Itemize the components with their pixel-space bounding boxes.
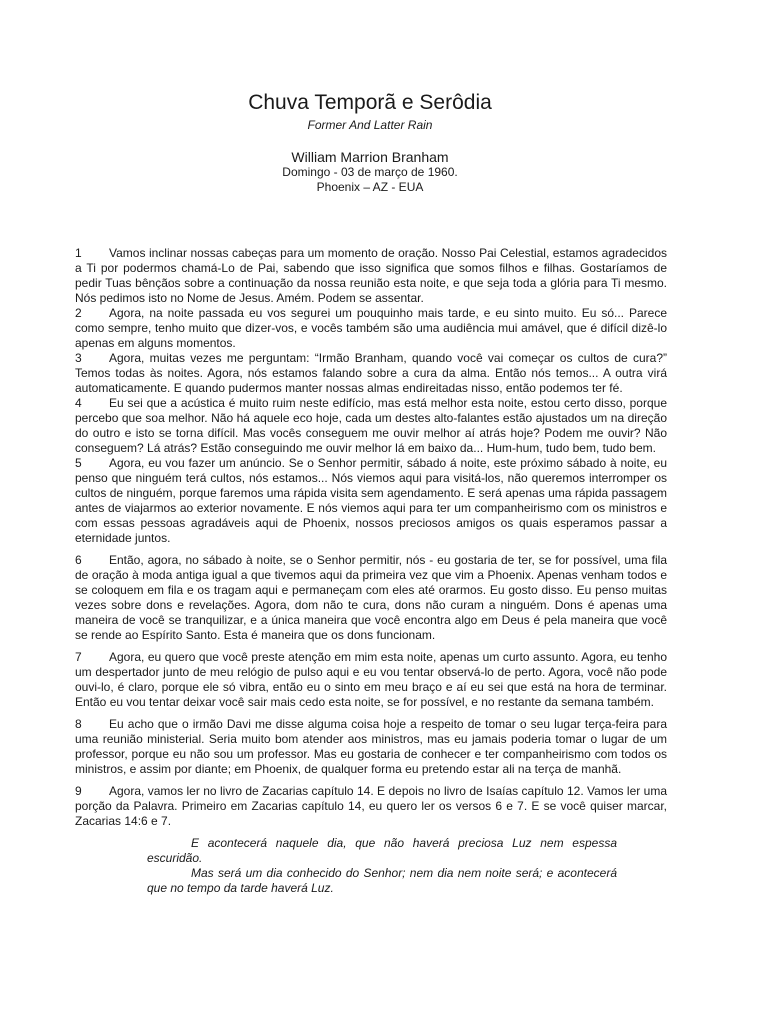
paragraph-number: 3: [75, 351, 82, 365]
paragraph-text: Eu acho que o irmão Davi me disse alguma coisa hoje a respeito de tomar o seu lugar terça-feira para uma reunião ministerial. Seria muito bom atender aos ministros, mas eu jamais poderia tomar o lugar de um professor, porque eu não sou um professor. Mas eu gostaria de conhecer e ter companheirismo com todos os ministros, e assim por diante; em Phoenix, de qualquer forma eu pretendo estar ali na terça de manhã.: [75, 717, 667, 776]
paragraph-number: 5: [75, 456, 82, 470]
sermon-subtitle: Former And Latter Rain: [307, 118, 433, 132]
paragraph-text: Agora, muitas vezes me perguntam: “Irmão Branham, quando você vai começar os cultos de cura?” Temos todas às noites. Agora, nós estamos falando sobre a cura da alma. Então nós temos... A outra virá automaticamente. E quando pudermos manter nossas almas endireitadas nisso, então podemos ter fé.: [75, 351, 667, 395]
paragraph-number: 4: [75, 396, 82, 410]
paragraph-number: 2: [75, 306, 82, 320]
paragraph-1: [75, 246, 667, 306]
paragraph-number: 7: [75, 650, 82, 664]
paragraph-5: [75, 456, 667, 546]
paragraph-text: Agora, eu vou fazer um anúncio. Se o Senhor permitir, sábado á noite, este próximo sábado à noite, eu penso que ninguém terá cultos, nós estamos... Nós viemos aqui para visitá-los, não queremos interromper os cultos de ninguém, porque faremos uma rápida visita sem agendamento. E será apenas uma rápida passagem antes de viajarmos ao exterior novamente. E nós viemos aqui para ter um companheirismo com os ministros e com essas pessoas agradáveis aqui de Phoenix, nossos preciosos amigos os quais esperamos passar a eternidade juntos.: [75, 456, 667, 545]
paragraph-number: 6: [75, 553, 82, 567]
sermon-place: Phoenix – AZ - EUA: [316, 180, 424, 194]
scripture-quote: [147, 836, 617, 896]
quote-verse: E acontecerá naquele dia, que não haverá preciosa Luz nem espessa escuridão.: [147, 836, 617, 865]
paragraph-text: Então, agora, no sábado à noite, se o Senhor permitir, nós - eu gostaria de ter, se for possível, uma fila de oração à moda antiga igual a que tivemos aqui da primeira vez que vim a Phoenix. Apenas venham todos e se coloquem em fila e os tragam aqui e permaneçam com eles até orarmos. Eu gosto disso. Eu penso muitas vezes sobre dons e revelações. Agora, dom não te cura, dons não curam a ninguém. Dons é apenas uma maneira de você se tranquilizar, e a única maneira que você encontra algo em Deus é pela maneira que você se rende ao Espírito Santo. Esta é maneira que os dons funcionam.: [75, 553, 667, 642]
paragraph-text: Vamos inclinar nossas cabeças para um momento de oração. Nosso Pai Celestial, estamos agradecidos a Ti por podermos chamá-Lo de Pai, sabendo que isso significa que somos filhos e filhas. Gostaríamos de pedir Tuas bênçãos sobre a continuação da nossa reunião esta noite, e que seja toda a glória para Ti mesmo. Nós pedimos isto no Nome de Jesus. Amém. Podem se assentar.: [75, 246, 667, 305]
paragraph-text: Agora, vamos ler no livro de Zacarias capítulo 14. E depois no livro de Isaías capítulo 12. Vamos ler uma porção da Palavra. Primeiro em Zacarias capítulo 14, eu quero ler os versos 6 e 7. E se você quiser marcar, Zacarias 14:6 e 7.: [75, 784, 667, 828]
paragraph-9: [75, 784, 667, 829]
paragraph-text: Agora, na noite passada eu vos segurei um pouquinho mais tarde, e eu sinto muito. Eu só... Parece como sempre, tenho muito que dizer-vos, e vocês também são uma audiência mui amável, que é difícil dizê-lo apenas em alguns momentos.: [75, 306, 667, 350]
paragraph-number: 9: [75, 784, 82, 798]
paragraph-8: [75, 717, 667, 777]
quote-verse: Mas será um dia conhecido do Senhor; nem dia nem noite será; e acontecerá que no tempo da tarde haverá Luz.: [147, 866, 617, 895]
paragraph-text: Eu sei que a acústica é muito ruim neste edifício, mas está melhor esta noite, estou certo disso, porque percebo que soa melhor. Não há aquele eco hoje, cada um destes alto-falantes estão ajustados um na direção do outro e isto se torna difícil. Mas vocês conseguem me ouvir melhor aí atrás hoje? Podem me ouvir? Não conseguem? Lá atrás? Estão conseguindo me ouvir melhor lá em baixo da... Hum-hum, tudo bem, tudo bem.: [75, 396, 667, 455]
paragraph-2: [75, 306, 667, 351]
paragraph-number: 8: [75, 717, 82, 731]
paragraph-3: [75, 351, 667, 396]
paragraph-number: 1: [75, 246, 82, 260]
author-name: William Marrion Branham: [291, 149, 449, 165]
sermon-date: Domingo - 03 de março de 1960.: [282, 165, 458, 179]
paragraph-text: Agora, eu quero que você preste atenção em mim esta noite, apenas um curto assunto. Agora, eu tenho um despertador junto de meu relógio de pulso aqui e eu vou tentar observá-lo de perto. Agora, você não pode ouvi-lo, é claro, porque ele só vibra, então eu o sinto em meu braço e aí eu sei que está na hora de terminar. Então eu vou tentar deixar você sair mais cedo esta noite, se for possível, e no restante da semana também.: [75, 650, 667, 709]
sermon-title: Chuva Temporã e Serôdia: [248, 91, 492, 114]
sermon-body: [75, 246, 667, 896]
paragraph-7: [75, 650, 667, 710]
paragraph-6: [75, 553, 667, 643]
paragraph-4: [75, 396, 667, 456]
